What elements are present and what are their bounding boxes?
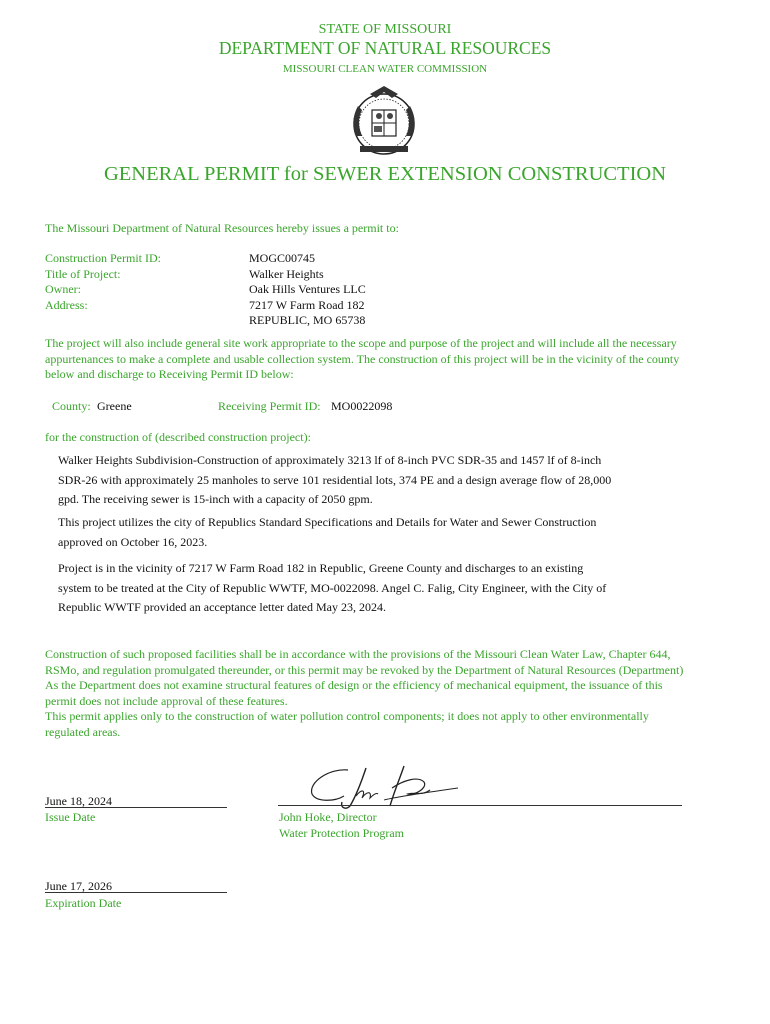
signer-name: John Hoke, Director xyxy=(279,810,377,824)
receiving-permit-label: Receiving Permit ID: xyxy=(218,399,321,413)
address-label: Address: xyxy=(45,297,88,312)
scope-paragraph xyxy=(45,336,679,383)
legal-line: permit does not include approval of these features. xyxy=(45,693,288,708)
address-line-2: REPUBLIC, MO 65738 xyxy=(249,313,366,328)
signer-program: Water Protection Program xyxy=(279,826,404,840)
state-heading: STATE OF MISSOURI xyxy=(318,22,452,37)
state-seal-image xyxy=(340,80,428,160)
permit-title: GENERAL PERMIT for SEWER EXTENSION CONSTRUCTION xyxy=(103,163,667,185)
description-line: Republic WWTF provided an acceptance letter dated May 23, 2024. xyxy=(58,600,386,614)
address-line-1: 7217 W Farm Road 182 xyxy=(249,297,365,312)
scope-line: appurtenances to make a complete and usable collection system. The construction of this project will be in the vicinity of the county xyxy=(45,351,680,366)
owner-value: Oak Hills Ventures LLC xyxy=(249,282,366,297)
permit-id-label: Construction Permit ID: xyxy=(45,251,161,265)
description-line: Walker Heights Subdivision-Construction of approximately 3213 lf of 8-inch PVC SDR-35 and 1457 lf of 8-inch xyxy=(58,453,602,467)
signature-line xyxy=(278,805,682,806)
description-paragraph-3 xyxy=(58,559,606,618)
project-title-value: Walker Heights xyxy=(249,266,324,281)
scope-line: below and discharge to Receiving Permit ID below: xyxy=(45,367,294,382)
county-label: County: xyxy=(52,399,91,413)
owner-label: Owner: xyxy=(45,282,81,297)
legal-line: RSMo, and regulation promulgated thereunder, or this permit may be revoked by the Department of Natural Resources (Department) xyxy=(45,662,684,677)
description-line: Project is in the vicinity of 7217 W Farm Road 182 in Republic, Greene County and discharges to an existing xyxy=(58,561,584,575)
expiration-date-label: Expiration Date xyxy=(45,896,122,910)
description-line: SDR-26 with approximately 25 manholes to serve 101 residential lots, 374 PE and a design average flow of 28,000 xyxy=(58,472,612,487)
intro-text: The Missouri Department of Natural Resources hereby issues a permit to: xyxy=(45,221,399,235)
description-line: This project utilizes the city of Republics Standard Specifications and Details for Water and Sewer Construction xyxy=(58,515,597,529)
expiration-date-value: June 17, 2026 xyxy=(45,879,112,893)
description-paragraph-1 xyxy=(58,451,611,510)
scope-line: The project will also include general site work appropriate to the scope and purpose of the project and will include all the necessary xyxy=(45,336,677,350)
description-paragraph-2 xyxy=(58,513,596,552)
department-heading: DEPARTMENT OF NATURAL RESOURCES xyxy=(218,38,552,58)
commission-heading: MISSOURI CLEAN WATER COMMISSION xyxy=(282,63,488,75)
construction-label: for the construction of (described construction project): xyxy=(45,430,311,444)
county-value: Greene xyxy=(97,399,132,413)
description-line: system to be treated at the City of Republic WWTF, MO-0022098. Angel C. Falig, City Engineer, with the City of xyxy=(58,580,607,595)
legal-line: regulated areas. xyxy=(45,724,121,739)
legal-paragraph xyxy=(45,647,683,741)
legal-line: This permit applies only to the construction of water pollution control components; it does not apply to other environmentally xyxy=(45,709,649,724)
description-line: gpd. The receiving sewer is 15-inch with a capacity of 2050 gpm. xyxy=(58,492,373,506)
expiration-date-line xyxy=(45,892,227,893)
issue-date-value: June 18, 2024 xyxy=(45,794,112,808)
permit-id-value: MOGC00745 xyxy=(249,251,316,265)
legal-line: Construction of such proposed facilities shall be in accordance with the provisions of the Missouri Clean Water Law, Chapter 644, xyxy=(45,647,671,661)
issue-date-line xyxy=(45,807,227,808)
receiving-permit-value: MO0022098 xyxy=(331,399,393,413)
legal-line: As the Department does not examine structural features of design or the efficiency of mechanical equipment, the issuance of this xyxy=(45,678,663,693)
description-line: approved on October 16, 2023. xyxy=(58,534,208,549)
project-title-label: Title of Project: xyxy=(45,266,121,281)
issue-date-label: Issue Date xyxy=(45,810,96,824)
